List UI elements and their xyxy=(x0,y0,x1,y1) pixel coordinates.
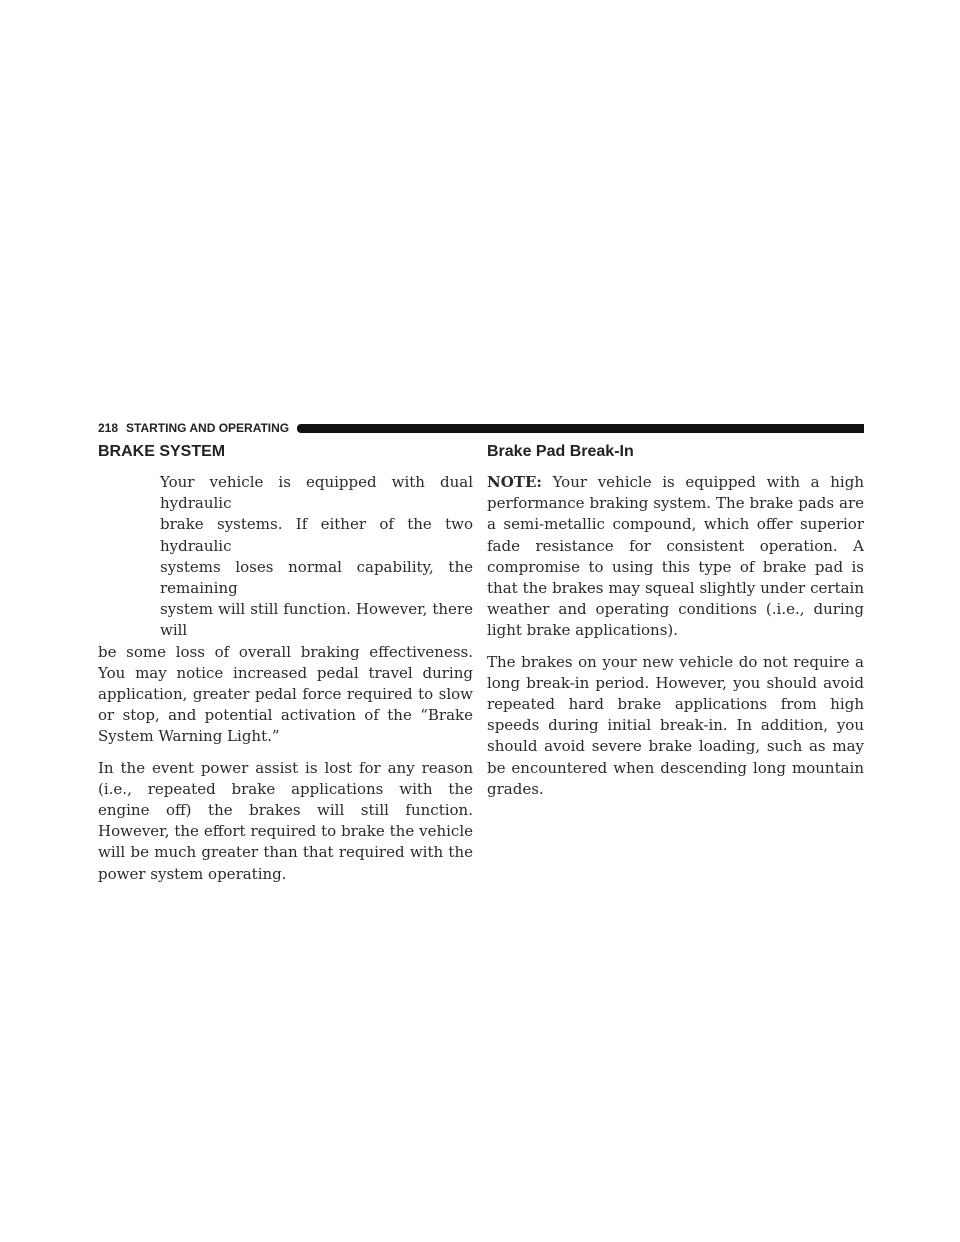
icon-indented-paragraph xyxy=(98,472,473,642)
right-column xyxy=(487,440,864,800)
para1-line-3: systems loses normal capability, the remaining xyxy=(160,557,473,598)
power-assist-paragraph: In the event power assist is lost for any reason (i.e., repeated brake applications with the engine off) the brakes will still function. However, the effort required to brake the vehicle will be much greater than that required with the power system operating. xyxy=(98,758,473,883)
note-text: Your vehicle is equipped with a high performance braking system. The brake pads are a semi-metallic compound, which offer superior fade resistance for consistent operation. A compromise to using this type of brake pad is that the brakes may squeal slightly under certain weather and operating conditions (.i.e., during light brake applications). xyxy=(487,473,864,640)
brake-system-heading: BRAKE SYSTEM xyxy=(98,443,226,460)
page-header xyxy=(98,420,864,436)
break-in-paragraph: The brakes on your new vehicle do not require a long break-in period. However, you should avoid repeated hard brake applications from high speeds during initial break-in. In addition, you should avoid severe brake loading, such as may be encountered when descending long mountain grades. xyxy=(487,652,864,798)
chapter-title: STARTING AND OPERATING xyxy=(126,421,290,435)
note-label: NOTE: xyxy=(487,473,542,491)
para1-line-2: brake systems. If either of the two hydraulic xyxy=(160,515,473,555)
para1-line-1: Your vehicle is equipped with dual hydraulic xyxy=(160,473,473,513)
page-number: 218 xyxy=(98,421,119,435)
brake-pad-heading: Brake Pad Break-In xyxy=(487,443,634,460)
header-rule xyxy=(297,424,864,433)
note-paragraph xyxy=(487,472,864,642)
para1-line-4: system will still function. However, there will xyxy=(160,600,473,640)
left-column xyxy=(98,440,473,885)
para1-continuation: be some loss of overall braking effectiveness. You may notice increased pedal travel during application, greater pedal force required to slow or stop, and potential activation of the “Brake System Warning Light.” xyxy=(98,642,473,746)
